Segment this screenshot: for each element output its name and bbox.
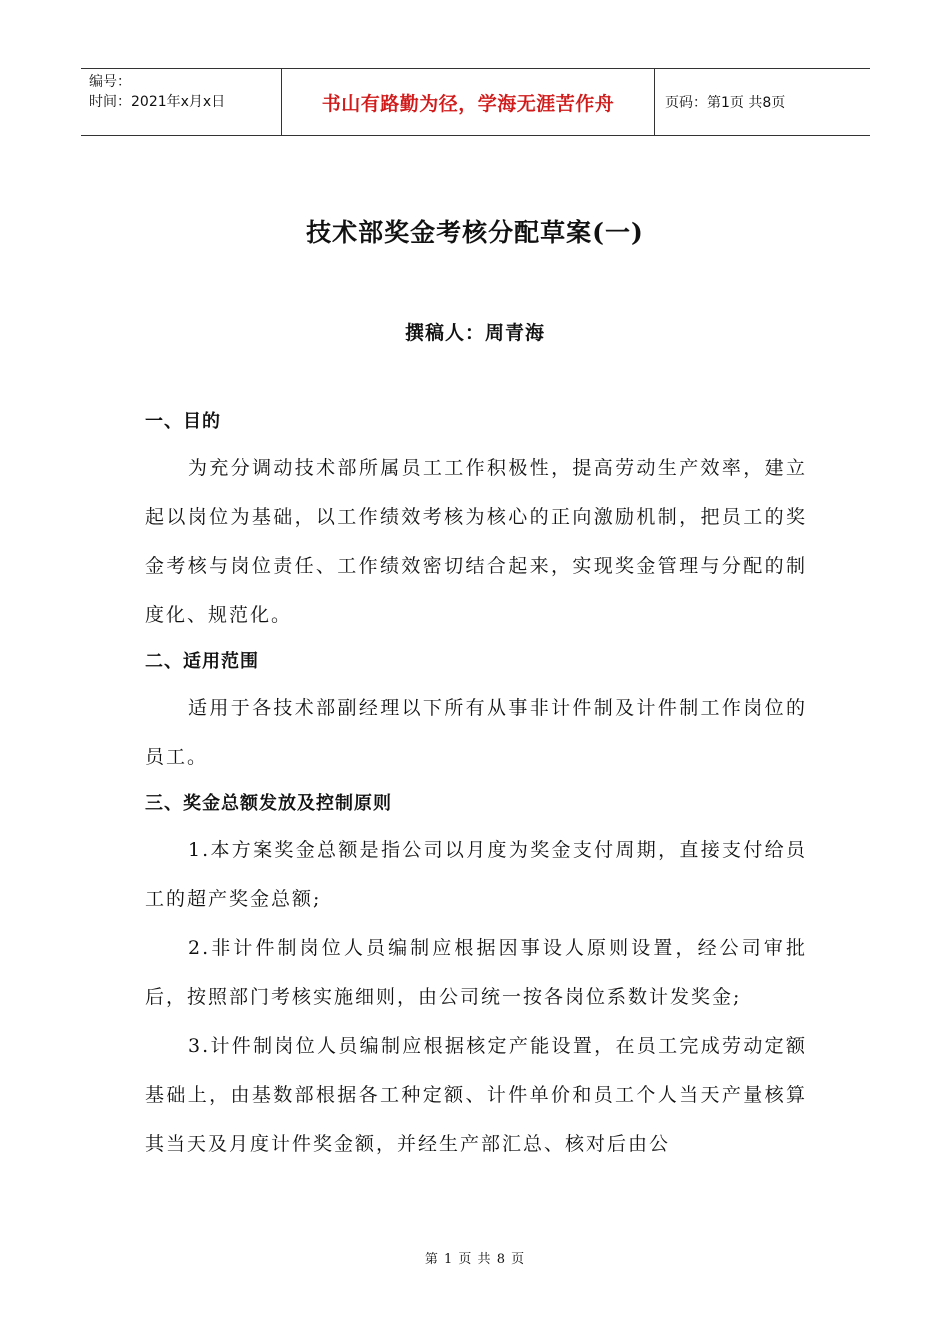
paragraph: 2.非计件制岗位人员编制应根据因事设人原则设置，经公司审批后，按照部门考核实施细则，由公司统一按各岗位系数计发奖金; [145, 937, 807, 1008]
document-author: 撰稿人：周青海 [404, 322, 545, 344]
date-label: 时间：2021年x月x日 [89, 94, 226, 110]
header-meta-cell [81, 69, 282, 135]
section-bonus-principles [145, 782, 807, 1169]
section-scope [145, 640, 807, 782]
header-table [81, 68, 870, 136]
document-title: 技术部奖金考核分配草案(一) [306, 218, 644, 247]
section-heading: 三、奖金总额发放及控制原则 [145, 793, 392, 814]
section-purpose [145, 400, 807, 640]
header-page-info: 页码：第1页 共8页 [665, 95, 786, 111]
paragraph: 为充分调动技术部所属员工工作积极性，提高劳动生产效率，建立起以岗位为基础，以工作绩效考核为核心的正向激励机制，把员工的奖金考核与岗位责任、工作绩效密切结合起来，实现奖金管理与分配的制度化、规范化。 [145, 457, 807, 626]
serial-label: 编号： [89, 74, 131, 90]
paragraph: 1.本方案奖金总额是指公司以月度为奖金支付周期，直接支付给员工的超产奖金总额; [145, 839, 807, 910]
section-heading: 二、适用范围 [145, 651, 259, 672]
page-footer: 第 1 页 共 8 页 [424, 1252, 526, 1267]
header-motto: 书山有路勤为径，学海无涯苦作舟 [282, 69, 655, 135]
paragraph: 3.计件制岗位人员编制应根据核定产能设置，在员工完成劳动定额基础上，由基数部根据各工种定额、计件单价和员工个人当天产量核算其当天及月度计件奖金额，并经生产部汇总、核对后由公 [145, 1035, 807, 1155]
paragraph: 适用于各技术部副经理以下所有从事非计件制及计件制工作岗位的员工。 [145, 697, 807, 768]
document-body [145, 400, 807, 1169]
section-heading: 一、目的 [145, 411, 221, 432]
